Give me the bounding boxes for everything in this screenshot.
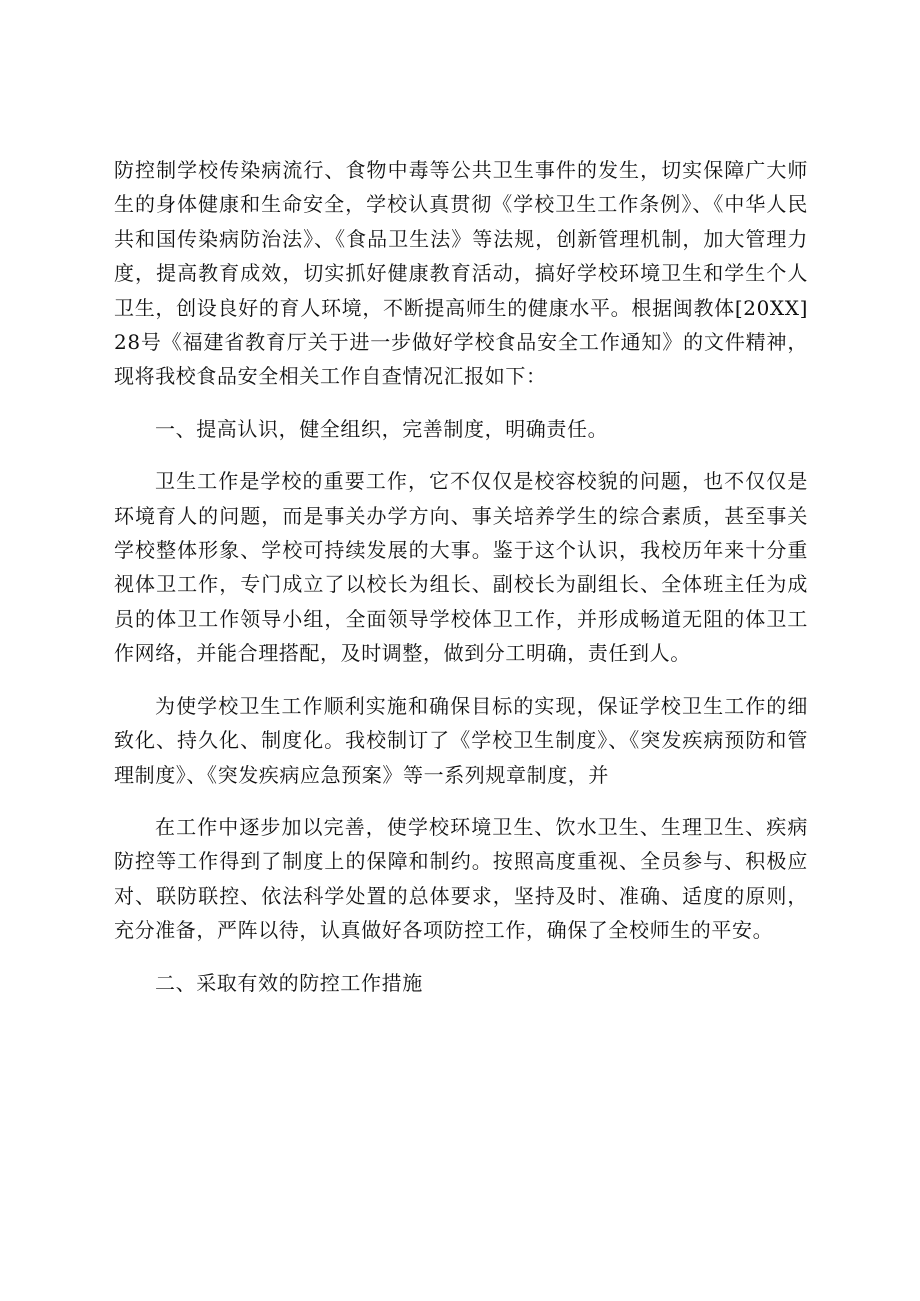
section-heading-1: 一、提高认识，健全组织，完善制度，明确责任。 xyxy=(155,416,609,441)
section-heading-2: 二、采取有效的防控工作措施 xyxy=(155,970,423,995)
paragraph-implementation: 在工作中逐步加以完善，使学校环境卫生、饮水卫生、生理卫生、疾病防控等工作得到了制度上的保障和制约。按照高度重视、全员参与、积极应对、联防联控、依法科学处置的总体要求，坚持及时、准确、适度的原则，充分准备，严阵以待，认真做好各项防控工作，确保了全校师生的平安。 xyxy=(114,814,808,943)
document-body xyxy=(114,153,808,1000)
intro-paragraph: 防控制学校传染病流行、食物中毒等公共卫生事件的发生，切实保障广大师生的身体健康和生命安全，学校认真贯彻《学校卫生工作条例》、《中华人民共和国传染病防治法》、《食品卫生法》等法规，创新管理机制，加大管理力度，提高教育成效，切实抓好健康教育活动，搞好学校环境卫生和学生个人卫生，创设良好的育人环境，不断提高师生的健康水平。根据闽教体[20XX]28号《福建省教育厅关于进一步做好学校食品安全工作通知》的文件精神，现将我校食品安全相关工作自查情况汇报如下： xyxy=(114,158,808,389)
paragraph-regulations: 为使学校卫生工作顺利实施和确保目标的实现，保证学校卫生工作的细致化、持久化、制度化。我校制订了《学校卫生制度》、《突发疾病预防和管理制度》、《突发疾病应急预案》等一系列规章制度，并 xyxy=(114,693,808,787)
paragraph-hygiene-importance: 卫生工作是学校的重要工作，它不仅仅是校容校貌的问题，也不仅仅是环境育人的问题，而是事关办学方向、事关培养学生的综合素质，甚至事关学校整体形象、学校可持续发展的大事。鉴于这个认识，我校历年来十分重视体卫工作，专门成立了以校长为组长、副校长为副组长、全体班主任为成员的体卫工作领导小组，全面领导学校体卫工作，并形成畅道无阻的体卫工作网络，并能合理搭配，及时调整，做到分工明确，责任到人。 xyxy=(114,469,808,666)
